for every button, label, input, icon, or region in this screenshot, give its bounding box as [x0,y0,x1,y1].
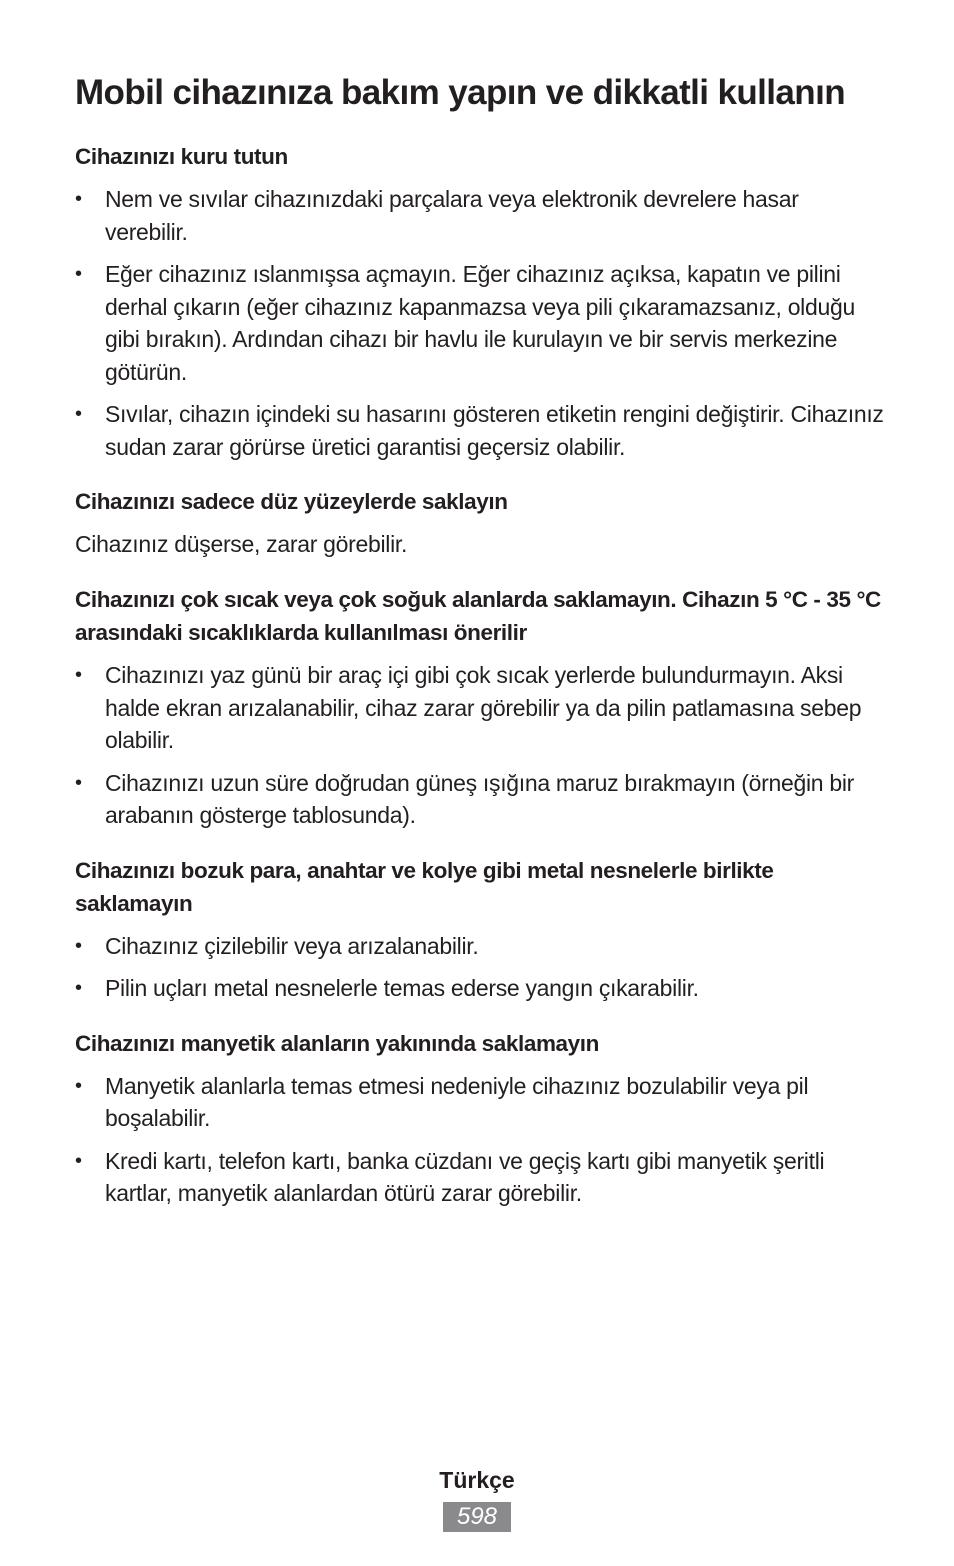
section-heading: Cihazınızı manyetik alanların yakınında saklamayın [75,1030,599,1056]
bullet-list [75,659,885,832]
section-temperature [75,583,885,832]
section-flat-surface [75,485,885,561]
bullet-item: • Cihazınızı uzun süre doğrudan güneş ışığına maruz bırakmayın (örneğin bir arabanın gösterge tablosunda). [75,767,885,832]
page-title: Mobil cihazınıza bakım yapın ve dikkatli kullanın [75,73,845,112]
section-keep-dry [75,140,885,463]
bullet-item: • Pilin uçları metal nesnelerle temas ederse yangın çıkarabilir. [75,972,885,1005]
page-content [75,70,885,1232]
section-heading: Cihazınızı sadece düz yüzeylerde saklayın [75,489,508,514]
bullet-item: • Eğer cihazınız ıslanmışsa açmayın. Eğer cihazınız açıksa, kapatın ve pilini derhal çıkarın (eğer cihazınız kapanmazsa veya pili çıkaramazsanız, olduğu gibi bırakın). Ardından cihazı bir havlu ile kurulayın ve bir servis merkezine götürün. [75,258,885,388]
section-paragraph: Cihazınız düşerse, zarar görebilir. [75,531,408,557]
section-heading: Cihazınızı kuru tutun [75,144,288,169]
bullet-item: • Cihazınızı yaz günü bir araç içi gibi çok sıcak yerlerde bulundurmayın. Aksi halde ekran arızalanabilir, cihaz zarar görebilir ya da pilin patlamasına sebep olabilir. [75,659,885,757]
bullet-item: • Nem ve sıvılar cihazınızdaki parçalara veya elektronik devrelere hasar verebilir. [75,183,885,248]
bullet-item: • Kredi kartı, telefon kartı, banka cüzdanı ve geçiş kartı gibi manyetik şeritli kartlar, manyetik alanlardan ötürü zarar görebilir. [75,1145,885,1210]
footer-language: Türkçe [439,1467,515,1493]
page-footer [0,1462,954,1532]
bullet-item: • Manyetik alanlarla temas etmesi nedeniyle cihazınız bozulabilir veya pil boşalabilir. [75,1070,885,1135]
bullet-list [75,183,885,463]
section-heading: Cihazınızı bozuk para, anahtar ve kolye gibi metal nesnelerle birlikte saklamayın [75,857,774,916]
bullet-item: • Sıvılar, cihazın içindeki su hasarını gösteren etiketin rengini değiştirir. Cihazınız sudan zarar görürse üretici garantisi geçersiz olabilir. [75,398,885,463]
bullet-list [75,930,885,1005]
page-number: 598 [443,1502,511,1532]
bullet-list [75,1070,885,1210]
section-metal-objects [75,854,885,1005]
section-magnetic-fields [75,1027,885,1210]
section-heading: Cihazınızı çok sıcak veya çok soğuk alanlarda saklamayın. Cihazın 5 °C - 35 °C arasındaki sıcaklıklarda kullanılması önerilir [75,587,881,645]
bullet-item: • Cihazınız çizilebilir veya arızalanabilir. [75,930,885,963]
